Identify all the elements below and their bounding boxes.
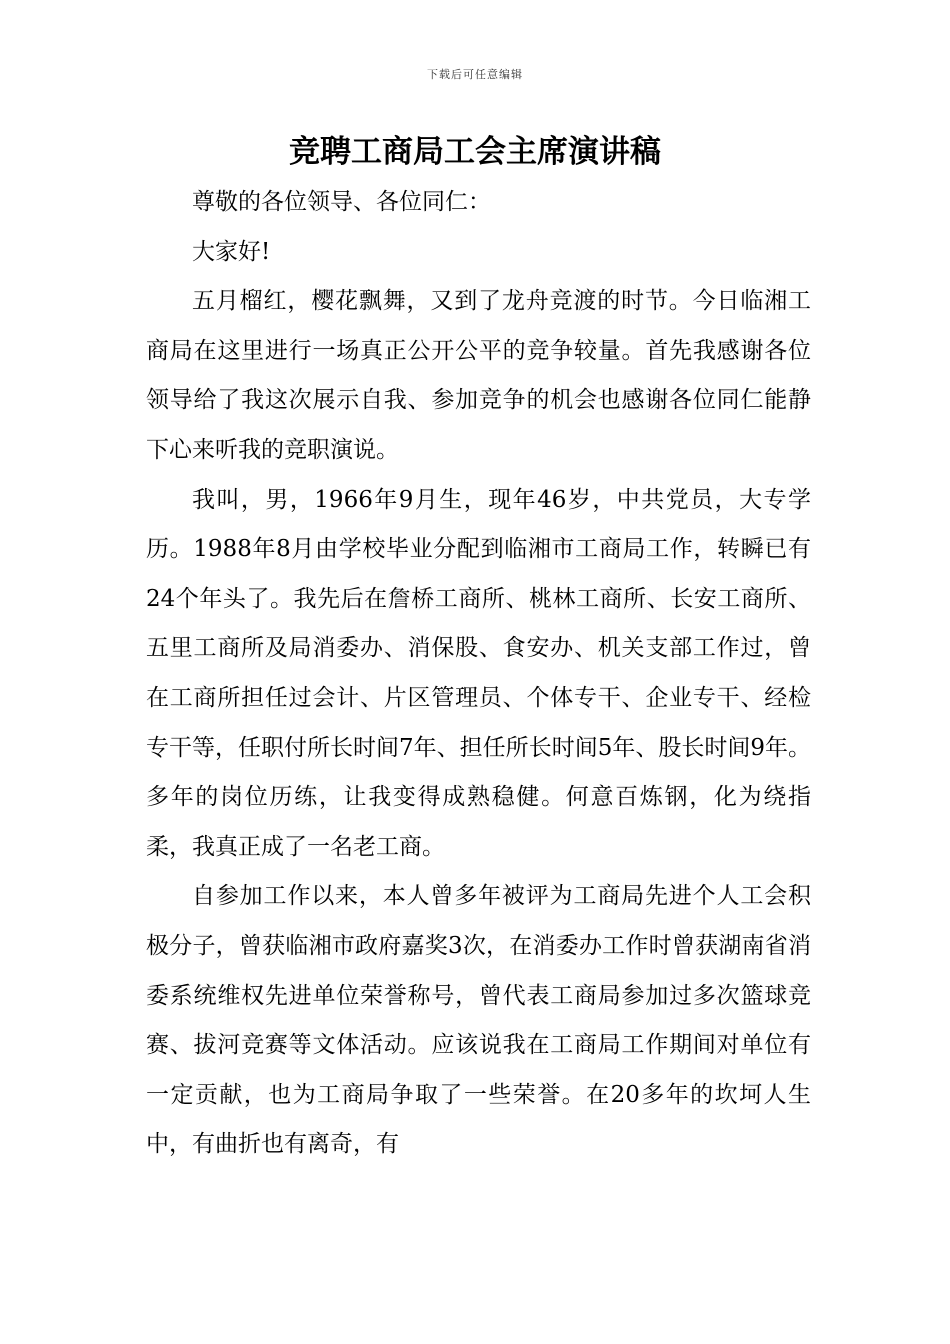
greeting: 大家好! [192,238,271,265]
document-body [146,178,811,1170]
header-note: 下载后可任意编辑 [427,68,523,81]
paragraph: 自参加工作以来，本人曾多年被评为工商局先进个人工会积极分子，曾获临湘市政府嘉奖3次，在消委办工作时曾获湖南省消委系统维权先进单位荣誉称号，曾代表工商局参加过多次篮球竞赛、拔河竞赛等文体活动。应该说我在工商局工作期间对单位有一定贡献，也为工商局争取了一些荣誉。在20多年的坎坷人生中，有曲折也有离奇，有 [146,883,811,1158]
document-title: 竞聘工商局工会主席演讲稿 [289,134,661,170]
paragraph: 我叫，男，1966年9月生，现年46岁，中共党员，大专学历。1988年8月由学校毕业分配到临湘市工商局工作，转瞬已有24个年头了。我先后在詹桥工商所、桃林工商所、长安工商所、五里工商所及局消委办、消保股、食安办、机关支部工作过，曾在工商所担任过会计、片区管理员、个体专干、企业专干、经检专干等，任职付所长时间7年、担任所长时间5年、股长时间9年。多年的岗位历练，让我变得成熟稳健。何意百炼钢，化为绕指柔，我真正成了一名老工商。 [146,486,811,860]
salutation: 尊敬的各位领导、各位同仁： [192,189,491,215]
paragraph: 五月榴红，樱花飘舞，又到了龙舟竞渡的时节。今日临湘工商局在这里进行一场真正公开公平的竞争较量。首先我感谢各位领导给了我这次展示自我、参加竞争的机会也感谢各位同仁能静下心来听我的竞职演说。 [146,288,811,463]
